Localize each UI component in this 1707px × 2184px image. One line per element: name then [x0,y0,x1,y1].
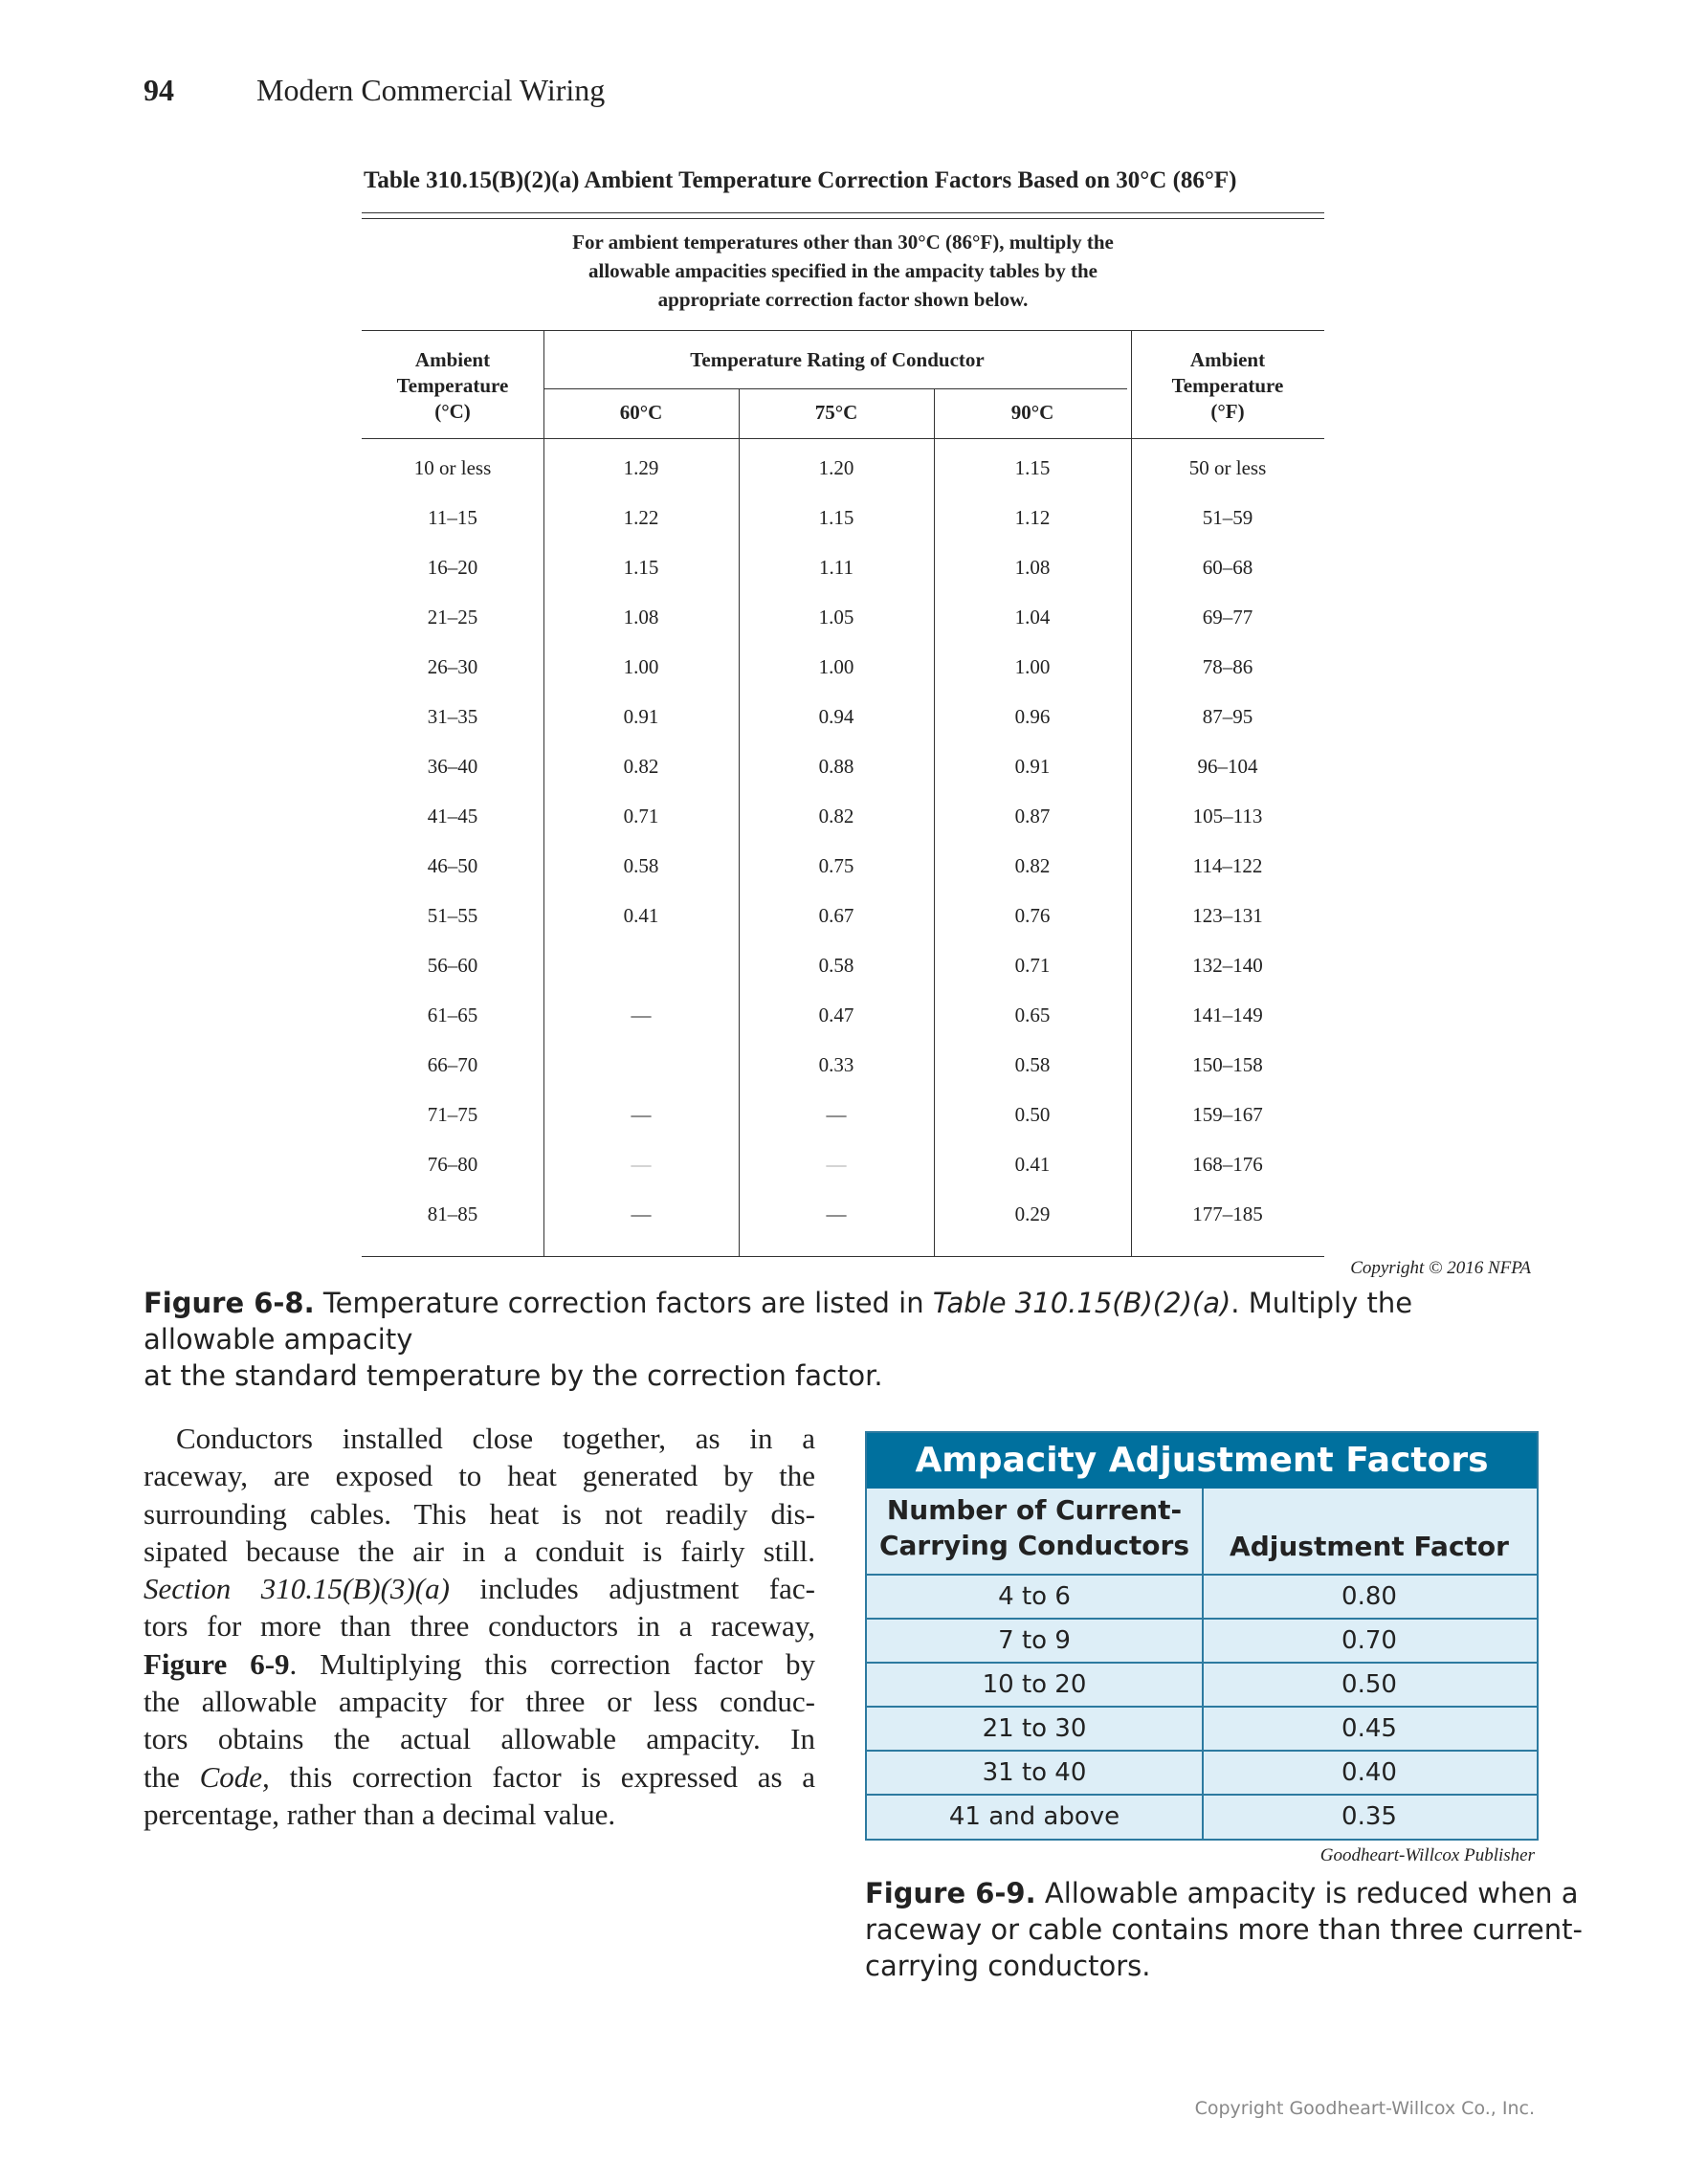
table-row [362,1153,1324,1202]
caption-text: Allowable ampacity is reduced when a [1035,1877,1579,1909]
header-conductor-count [867,1492,1202,1563]
cell: — [631,1153,652,1176]
table-row [362,1103,1324,1153]
cell: 1.15 [818,506,854,529]
cell: 0.35 [1341,1802,1397,1831]
cell: 0.76 [1014,904,1051,927]
caption-italic: Table 310.15(B)(2)(a) [932,1287,1231,1319]
body-paragraph [144,1420,815,1833]
cell: 0.96 [1014,705,1051,728]
cell: 60–68 [1202,556,1253,579]
cell: 0.70 [1341,1626,1397,1655]
cell: — [826,1202,847,1225]
cell: 0.47 [818,1004,854,1026]
cell: 0.82 [1014,854,1051,877]
table-note-line: appropriate correction factor shown below. [657,288,1029,311]
table-row [362,904,1324,954]
ampacity-table-credit: Goodheart-Willcox Publisher [1319,1845,1535,1865]
cell: 41 and above [948,1802,1120,1831]
table-row [867,1618,1537,1663]
cell: 1.12 [1014,506,1051,529]
paragraph-line: sipated because the air in a conduit is fairly still. [144,1533,815,1568]
figure-caption [144,1285,1531,1394]
cell: 1.20 [818,456,854,479]
code-reference: Code, [199,1759,270,1794]
table-row [362,556,1324,606]
page-header [144,73,605,108]
cell: — [631,1103,652,1126]
cell: 4 to 6 [998,1582,1071,1611]
header-temperature-rating: Temperature Rating of Conductor [690,348,985,371]
figure-label: Figure 6-9. [865,1877,1036,1909]
cell: 177–185 [1192,1202,1263,1225]
caption-line: carrying conductors. [865,1950,1151,1982]
cell: 0.29 [1014,1202,1051,1225]
cell: 56–60 [427,954,478,977]
table-title: Table 310.15(B)(2)(a) Ambient Temperature Correction Factors Based on 30°C (86°F) [364,167,1237,193]
paragraph-line [144,1570,815,1607]
page-number: 94 [144,73,174,107]
cell: — [631,1202,652,1225]
table-copyright: Copyright © 2016 NFPA [1350,1258,1531,1278]
cell: 10 to 20 [982,1670,1087,1699]
cell: 150–158 [1192,1053,1263,1076]
text: the [144,1759,200,1794]
cell: 26–30 [427,655,478,678]
section-reference: Section 310.15(B)(3)(a) [144,1572,450,1606]
ampacity-table-title: Ampacity Adjustment Factors [867,1433,1537,1489]
cell: 123–131 [1192,904,1263,927]
ampacity-table [865,1431,1539,1841]
cell: 0.41 [1014,1153,1051,1176]
paragraph-line: tors for more than three conductors in a raceway, [144,1609,815,1644]
cell: 0.87 [1014,805,1051,827]
caption-line [865,1875,1579,1911]
cell: 0.40 [1341,1758,1397,1787]
cell: 46–50 [427,854,478,877]
cell: 78–86 [1202,655,1253,678]
cell: 168–176 [1192,1153,1263,1176]
table-note [362,228,1324,314]
cell: 0.94 [818,705,854,728]
cell: 0.75 [818,854,854,877]
figure-caption [865,1875,1583,1984]
cell: 0.91 [623,705,659,728]
cell: 51–55 [427,904,478,927]
cell: 0.82 [818,805,854,827]
running-head: Modern Commercial Wiring [256,73,606,107]
cell: 105–113 [1192,805,1263,827]
cell: 0.50 [1014,1103,1051,1126]
figure-label: Figure 6-8. [144,1287,315,1319]
table-row [362,854,1324,904]
cell: 31 to 40 [982,1758,1087,1787]
table-row [362,456,1324,506]
cell: 81–85 [427,1202,478,1225]
table-body [362,440,1324,1244]
cell: 41–45 [427,805,478,827]
cell: 0.88 [818,755,854,778]
group-header-rule [543,388,1127,389]
cell: 1.08 [623,606,659,629]
cell: 1.29 [623,456,659,479]
table-row [867,1794,1537,1839]
table-top-rule [362,212,1324,213]
table-row [867,1750,1537,1795]
cell: 50 or less [1188,456,1267,479]
table-row [867,1662,1537,1707]
cell: 0.50 [1341,1670,1397,1699]
cell: — [826,1153,847,1176]
text: . Multiplying this correction factor by [289,1646,815,1681]
text: includes adjustment fac- [449,1572,815,1606]
text: this correction factor is expressed as a [269,1759,815,1794]
table-row [362,606,1324,655]
header-75c: 75°C [814,401,858,424]
header-text: Temperature [396,374,509,397]
table-row [362,1053,1324,1103]
paragraph-line: raceway, are exposed to heat generated by the [144,1459,815,1493]
cell: 0.67 [818,904,854,927]
caption-text: at the standard temperature by the correction factor. [144,1359,883,1392]
paragraph-line [144,1758,815,1796]
cell: 66–70 [427,1053,478,1076]
cell: 69–77 [1202,606,1253,629]
header-text: Carrying Conductors [878,1530,1190,1561]
header-text: Ambient [1189,348,1266,371]
cell: 1.08 [1014,556,1051,579]
paragraph-line: Conductors installed close together, as in a [176,1422,815,1455]
cell: 76–80 [427,1153,478,1176]
paragraph-line: tors obtains the actual allowable ampacity. In [144,1722,815,1756]
cell: — [631,1004,652,1026]
cell: 159–167 [1192,1103,1263,1126]
cell: 0.33 [818,1053,854,1076]
table-row [362,1004,1324,1053]
table-row [362,705,1324,755]
cell: 0.58 [818,954,854,977]
table-row [867,1706,1537,1751]
cell: 0.41 [623,904,659,927]
header-text: (°F) [1210,400,1245,423]
cell: 0.80 [1341,1582,1397,1611]
cell: 0.71 [623,805,659,827]
cell: 0.65 [1014,1004,1051,1026]
cell: 1.22 [623,506,659,529]
cell: 114–122 [1192,854,1263,877]
header-90c: 90°C [1010,401,1054,424]
cell: 1.11 [819,556,854,579]
page-footer-copyright: Copyright Goodheart-Willcox Co., Inc. [1194,2098,1535,2119]
table-note-line: For ambient temperatures other than 30°C (86°F), multiply the [572,231,1114,254]
table-header-bottom-rule [362,438,1324,439]
header-ambient-f [1131,347,1324,425]
header-text: Temperature [1171,374,1284,397]
header-60c: 60°C [619,401,663,424]
cell: 1.00 [818,655,854,678]
table-bottom-rule [362,1256,1324,1257]
cell: 1.00 [623,655,659,678]
cell: 141–149 [1192,1004,1263,1026]
cell: 7 to 9 [998,1626,1071,1655]
paragraph-line [144,1645,815,1683]
caption-text: Temperature correction factors are listed in [314,1287,933,1319]
cell: 21 to 30 [982,1714,1087,1743]
table-row [362,1202,1324,1252]
paragraph-line: surrounding cables. This heat is not readily dis- [144,1496,815,1531]
cell: 87–95 [1202,705,1253,728]
cell: 21–25 [427,606,478,629]
cell: 0.58 [1014,1053,1051,1076]
paragraph-line: percentage, rather than a decimal value. [144,1797,616,1831]
table-note-line: allowable ampacities specified in the ampacity tables by the [588,259,1097,282]
cell: 96–104 [1197,755,1258,778]
cell: 36–40 [427,755,478,778]
table-header-top-rule [362,330,1324,331]
cell: 1.15 [623,556,659,579]
header-text: Ambient [414,348,491,371]
table-row [362,506,1324,556]
cell: 0.82 [623,755,659,778]
figure-reference-link[interactable]: Figure 6-9 [144,1646,290,1681]
header-ambient-c [362,347,543,425]
header-text: (°C) [434,400,471,423]
cell: 1.15 [1014,456,1051,479]
table-row [362,755,1324,805]
header-adjustment-factor: Adjustment Factor [1230,1531,1509,1562]
cell: 1.05 [818,606,854,629]
cell: 0.58 [623,854,659,877]
cell: 132–140 [1192,954,1263,977]
cell: — [826,1103,847,1126]
cell: 16–20 [427,556,478,579]
cell: 11–15 [428,506,477,529]
cell: 10 or less [413,456,492,479]
table-top-rule-2 [362,218,1324,219]
caption-line: raceway or cable contains more than three current- [865,1913,1583,1946]
table-row [362,805,1324,854]
cell: 1.00 [1014,655,1051,678]
header-text: Number of Current- [886,1494,1183,1526]
cell: 61–65 [427,1004,478,1026]
cell: 71–75 [427,1103,478,1126]
table-row [362,954,1324,1004]
cell: 31–35 [427,705,478,728]
table-row [362,655,1324,705]
caption-text: . Multiply the allowable ampacity [144,1287,1413,1356]
cell: 51–59 [1202,506,1253,529]
paragraph-line: the allowable ampacity for three or less conduc- [144,1685,815,1719]
cell: 1.04 [1014,606,1051,629]
cell: 0.45 [1341,1714,1397,1743]
table-row [867,1574,1537,1619]
cell: 0.91 [1014,755,1051,778]
cell: 0.71 [1014,954,1051,977]
